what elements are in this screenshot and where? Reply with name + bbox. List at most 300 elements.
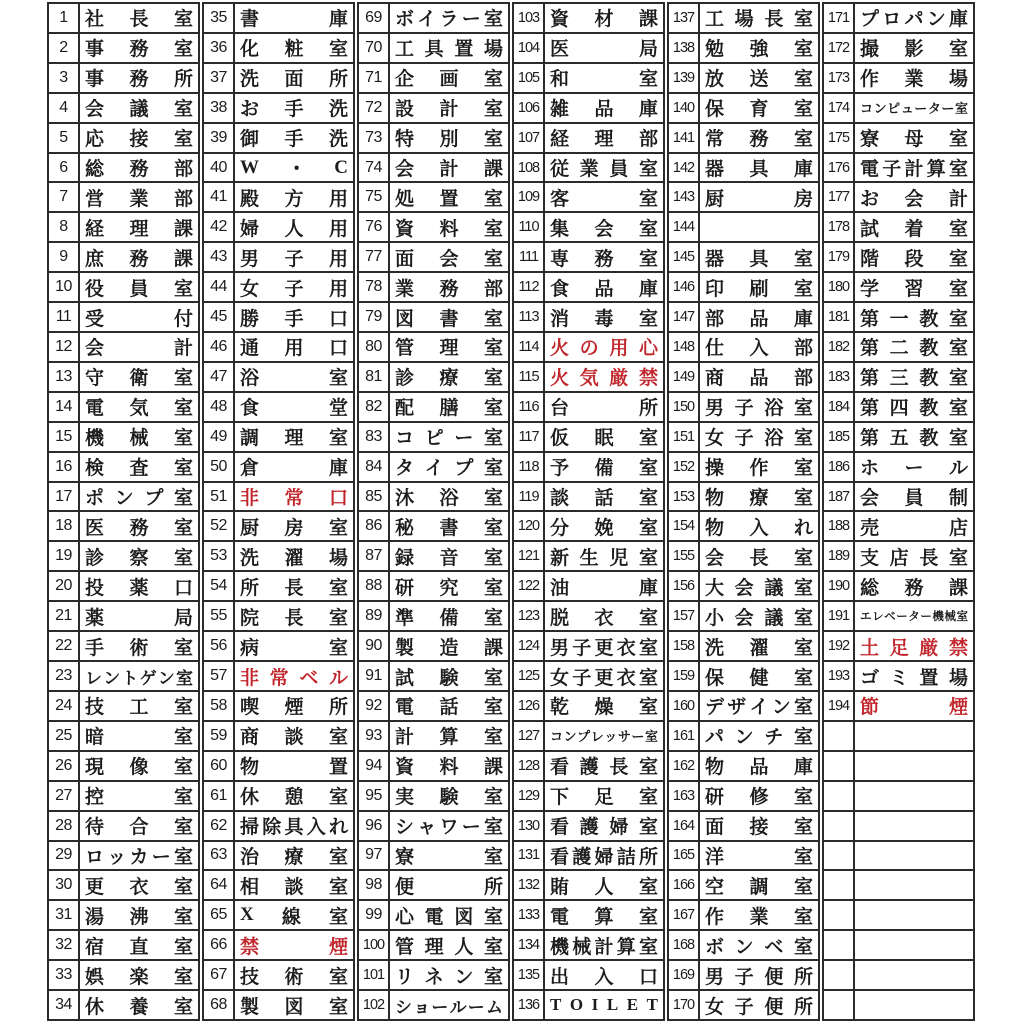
room-name-cell: 喫 煙 所	[235, 692, 355, 722]
room-name-cell: 会 計 課	[390, 154, 510, 184]
room-number-cell: 156	[669, 572, 700, 602]
room-number-cell: 48	[204, 393, 235, 423]
room-name-cell: 通 用 口	[235, 333, 355, 363]
room-name-cell: お 会 計	[855, 183, 975, 213]
room-table-column-group	[822, 2, 975, 1021]
room-number-cell: 155	[669, 542, 700, 572]
room-number-cell: 71	[359, 64, 390, 94]
room-name-cell: 研 究 室	[390, 572, 510, 602]
room-number-cell: 145	[669, 243, 700, 273]
room-name-cell: 洋 室	[700, 842, 820, 872]
room-number-cell: 56	[204, 632, 235, 662]
room-name-cell: 寮 母 室	[855, 124, 975, 154]
room-name-cell: 面 接 室	[700, 812, 820, 842]
room-name-cell: 資 料 課	[390, 752, 510, 782]
room-number-cell: 185	[824, 423, 855, 453]
room-name-cell: 事 務 所	[80, 64, 200, 94]
room-name-cell: 暗 室	[80, 722, 200, 752]
room-name-cell: 設 計 室	[390, 94, 510, 124]
room-name-cell: 機 械 室	[80, 423, 200, 453]
room-number-cell: 129	[514, 782, 545, 812]
room-name-cell: 物 入 れ	[700, 512, 820, 542]
room-number-cell: 30	[49, 871, 80, 901]
room-name-cell: 投 薬 口	[80, 572, 200, 602]
room-name-cell: 面 会 室	[390, 243, 510, 273]
room-name-cell: 守 衛 室	[80, 363, 200, 393]
room-name-cell: 図 書 室	[390, 303, 510, 333]
room-number-cell: 90	[359, 632, 390, 662]
room-number-cell: 169	[669, 961, 700, 991]
room-name-cell: 売 店	[855, 512, 975, 542]
room-number-cell: 160	[669, 692, 700, 722]
room-name-cell: 男 子 浴 室	[700, 393, 820, 423]
room-name-cell: 浴 室	[235, 363, 355, 393]
room-number-cell: 67	[204, 961, 235, 991]
room-name-cell: シ ョ ー ル ー ム	[390, 991, 510, 1021]
room-number-cell: 123	[514, 602, 545, 632]
room-name-cell: 保 健 室	[700, 662, 820, 692]
room-number-cell: 115	[514, 363, 545, 393]
room-name-cell: 所 長 室	[235, 572, 355, 602]
room-number-cell: 70	[359, 34, 390, 64]
room-name-cell: 従 業 員 室	[545, 154, 665, 184]
room-number-cell: 45	[204, 303, 235, 333]
room-number-cell: 190	[824, 572, 855, 602]
room-name-cell	[855, 842, 975, 872]
room-number-cell: 42	[204, 213, 235, 243]
room-name-cell: 専 務 室	[545, 243, 665, 273]
room-name-cell: 調 理 室	[235, 423, 355, 453]
room-number-cell: 154	[669, 512, 700, 542]
room-number-cell: 158	[669, 632, 700, 662]
room-number-cell	[824, 961, 855, 991]
room-name-cell: 非 常 ベ ル	[235, 662, 355, 692]
room-name-cell: 試 着 室	[855, 213, 975, 243]
room-number-cell: 43	[204, 243, 235, 273]
room-name-cell: 電 算 室	[545, 901, 665, 931]
room-name-cell: 操 作 室	[700, 453, 820, 483]
room-number-cell	[824, 901, 855, 931]
room-number-cell: 80	[359, 333, 390, 363]
room-name-cell: 実 験 室	[390, 782, 510, 812]
room-name-cell: 計 算 室	[390, 722, 510, 752]
room-name-cell: 役 員 室	[80, 273, 200, 303]
room-name-cell: 商 品 部	[700, 363, 820, 393]
room-name-cell: パ ン チ 室	[700, 722, 820, 752]
room-number-cell: 105	[514, 64, 545, 94]
room-name-cell: 電 話 室	[390, 692, 510, 722]
room-name-cell: 第 二 教 室	[855, 333, 975, 363]
room-name-cell: 研 修 室	[700, 782, 820, 812]
room-name-cell: エ レ ベ ー タ ー 機 械 室	[855, 602, 975, 632]
room-name-cell	[855, 991, 975, 1021]
room-number-cell: 86	[359, 512, 390, 542]
room-number-cell: 5	[49, 124, 80, 154]
room-number-cell: 33	[49, 961, 80, 991]
room-name-cell: 勉 強 室	[700, 34, 820, 64]
room-name-cell: 予 備 室	[545, 453, 665, 483]
room-number-cell: 8	[49, 213, 80, 243]
room-name-cell: タ イ プ 室	[390, 453, 510, 483]
room-name-cell: 応 接 室	[80, 124, 200, 154]
room-name-cell: 器 具 庫	[700, 154, 820, 184]
room-number-cell: 6	[49, 154, 80, 184]
room-name-cell: ホ ー ル	[855, 453, 975, 483]
room-name-cell: 書 庫	[235, 4, 355, 34]
room-name-cell: ロ ッ カ ー 室	[80, 842, 200, 872]
room-number-cell: 151	[669, 423, 700, 453]
room-name-cell: 休 養 室	[80, 991, 200, 1021]
room-number-cell: 44	[204, 273, 235, 303]
room-number-cell: 21	[49, 602, 80, 632]
room-name-cell: 待 合 室	[80, 812, 200, 842]
room-name-cell: 管 理 室	[390, 333, 510, 363]
room-number-cell: 69	[359, 4, 390, 34]
room-number-cell: 143	[669, 183, 700, 213]
room-name-cell: 仮 眠 室	[545, 423, 665, 453]
room-number-cell: 83	[359, 423, 390, 453]
room-name-cell: 空 調 室	[700, 871, 820, 901]
room-name-cell: 下 足 室	[545, 782, 665, 812]
room-name-cell: 常 務 室	[700, 124, 820, 154]
room-name-cell: 洗 濯 室	[700, 632, 820, 662]
room-number-cell: 87	[359, 542, 390, 572]
room-name-cell: 新 生 児 室	[545, 542, 665, 572]
room-number-cell: 94	[359, 752, 390, 782]
room-table-column-group	[202, 2, 355, 1021]
room-name-cell: 洗 面 所	[235, 64, 355, 94]
room-number-cell: 65	[204, 901, 235, 931]
room-number-cell: 130	[514, 812, 545, 842]
room-name-cell: 厨 房	[700, 183, 820, 213]
room-name-cell: 台 所	[545, 393, 665, 423]
room-name-cell: 手 術 室	[80, 632, 200, 662]
room-number-cell: 157	[669, 602, 700, 632]
room-name-cell: 部 品 庫	[700, 303, 820, 333]
room-number-cell: 153	[669, 483, 700, 513]
room-number-cell: 188	[824, 512, 855, 542]
room-name-cell: 学 習 室	[855, 273, 975, 303]
room-number-cell: 20	[49, 572, 80, 602]
room-number-cell: 74	[359, 154, 390, 184]
room-table-column-group	[667, 2, 820, 1021]
room-number-cell: 81	[359, 363, 390, 393]
room-name-cell: 治 療 室	[235, 842, 355, 872]
room-number-cell: 75	[359, 183, 390, 213]
room-number-cell: 58	[204, 692, 235, 722]
room-name-cell: 大 会 議 室	[700, 572, 820, 602]
room-name-cell: 男 子 便 所	[700, 961, 820, 991]
room-name-cell: 会 議 室	[80, 94, 200, 124]
room-name-cell: 受 付	[80, 303, 200, 333]
room-name-cell: 雑 品 庫	[545, 94, 665, 124]
room-name-cell: 和 室	[545, 64, 665, 94]
room-number-cell: 142	[669, 154, 700, 184]
room-name-cell: 医 局	[545, 34, 665, 64]
room-name-cell: 秘 書 室	[390, 512, 510, 542]
room-name-cell	[855, 812, 975, 842]
room-number-cell	[824, 991, 855, 1021]
room-number-cell: 168	[669, 931, 700, 961]
room-name-cell	[855, 722, 975, 752]
room-number-cell: 186	[824, 453, 855, 483]
room-number-cell: 163	[669, 782, 700, 812]
room-number-cell: 167	[669, 901, 700, 931]
room-name-cell: W ・ C	[235, 154, 355, 184]
room-name-cell: 脱 衣 室	[545, 602, 665, 632]
room-name-cell: 便 所	[390, 871, 510, 901]
room-name-cell: 業 務 部	[390, 273, 510, 303]
room-number-cell: 98	[359, 871, 390, 901]
room-name-cell: 電 子 計 算 室	[855, 154, 975, 184]
room-number-cell: 164	[669, 812, 700, 842]
room-name-cell: 小 会 議 室	[700, 602, 820, 632]
room-number-cell: 113	[514, 303, 545, 333]
room-name-cell: 物 置	[235, 752, 355, 782]
room-name-cell: 電 気 室	[80, 393, 200, 423]
room-name-cell: 分 娩 室	[545, 512, 665, 542]
room-number-cell: 131	[514, 842, 545, 872]
room-table	[47, 2, 975, 1021]
room-number-cell: 103	[514, 4, 545, 34]
room-number-cell: 25	[49, 722, 80, 752]
room-name-cell: 食 堂	[235, 393, 355, 423]
room-name-cell: 物 品 庫	[700, 752, 820, 782]
room-number-cell: 60	[204, 752, 235, 782]
room-number-cell: 183	[824, 363, 855, 393]
room-number-cell: 108	[514, 154, 545, 184]
room-number-cell: 166	[669, 871, 700, 901]
room-name-cell: 女 子 用	[235, 273, 355, 303]
room-name-cell	[855, 901, 975, 931]
room-number-cell: 10	[49, 273, 80, 303]
room-name-cell: 洗 濯 場	[235, 542, 355, 572]
room-number-cell: 107	[514, 124, 545, 154]
room-number-cell: 175	[824, 124, 855, 154]
room-number-cell: 165	[669, 842, 700, 872]
room-name-cell: 婦 人 用	[235, 213, 355, 243]
room-number-cell: 89	[359, 602, 390, 632]
room-name-cell: 作 業 場	[855, 64, 975, 94]
room-name-cell: リ ネ ン 室	[390, 961, 510, 991]
room-number-cell: 121	[514, 542, 545, 572]
room-name-cell: 工 場 長 室	[700, 4, 820, 34]
room-number-cell: 13	[49, 363, 80, 393]
room-name-cell: 工 具 置 場	[390, 34, 510, 64]
room-number-cell: 32	[49, 931, 80, 961]
room-number-cell	[824, 871, 855, 901]
room-name-cell: お 手 洗	[235, 94, 355, 124]
room-number-cell: 3	[49, 64, 80, 94]
room-number-cell: 61	[204, 782, 235, 812]
room-name-cell: 診 療 室	[390, 363, 510, 393]
room-name-cell: 賄 人 室	[545, 871, 665, 901]
room-name-cell: 第 三 教 室	[855, 363, 975, 393]
room-name-cell: 女 子 浴 室	[700, 423, 820, 453]
room-number-cell: 93	[359, 722, 390, 752]
room-name-cell: 出 入 口	[545, 961, 665, 991]
room-name-cell: コ ン プ レ ッ サ ー 室	[545, 722, 665, 752]
room-name-cell: 油 庫	[545, 572, 665, 602]
room-name-cell: 録 音 室	[390, 542, 510, 572]
room-number-cell: 16	[49, 453, 80, 483]
room-name-cell: X 線 室	[235, 901, 355, 931]
room-number-cell: 173	[824, 64, 855, 94]
room-name-cell: 第 四 教 室	[855, 393, 975, 423]
room-number-cell: 39	[204, 124, 235, 154]
room-name-cell: 談 話 室	[545, 483, 665, 513]
room-name-cell: 技 術 室	[235, 961, 355, 991]
room-name-cell: 特 別 室	[390, 124, 510, 154]
room-name-cell: 機 械 計 算 室	[545, 931, 665, 961]
room-name-cell: 資 料 室	[390, 213, 510, 243]
room-number-cell: 120	[514, 512, 545, 542]
room-number-cell: 26	[49, 752, 80, 782]
room-name-cell: ポ ン プ 室	[80, 483, 200, 513]
room-number-cell: 182	[824, 333, 855, 363]
room-number-cell: 73	[359, 124, 390, 154]
room-number-cell	[824, 722, 855, 752]
room-name-cell: コ ン ピ ュ ー タ ー 室	[855, 94, 975, 124]
room-name-cell: 企 画 室	[390, 64, 510, 94]
room-table-column-group	[357, 2, 510, 1021]
room-name-cell: 器 具 室	[700, 243, 820, 273]
room-number-cell: 118	[514, 453, 545, 483]
room-number-cell: 125	[514, 662, 545, 692]
room-name-cell: 控 室	[80, 782, 200, 812]
room-number-cell: 35	[204, 4, 235, 34]
room-name-cell: 食 品 庫	[545, 273, 665, 303]
room-name-cell	[855, 931, 975, 961]
room-number-cell: 96	[359, 812, 390, 842]
room-number-cell: 128	[514, 752, 545, 782]
room-name-cell: 作 業 室	[700, 901, 820, 931]
room-table-column-group	[47, 2, 200, 1021]
room-number-cell: 40	[204, 154, 235, 184]
room-name-cell: 試 験 室	[390, 662, 510, 692]
room-number-cell: 114	[514, 333, 545, 363]
room-name-cell: 消 毒 室	[545, 303, 665, 333]
room-name-cell	[855, 752, 975, 782]
room-name-cell: 製 造 課	[390, 632, 510, 662]
room-number-cell: 99	[359, 901, 390, 931]
room-number-cell: 109	[514, 183, 545, 213]
room-number-cell: 146	[669, 273, 700, 303]
room-name-cell: 処 置 室	[390, 183, 510, 213]
room-number-cell: 141	[669, 124, 700, 154]
room-name-cell: 女 子 便 所	[700, 991, 820, 1021]
room-number-cell: 124	[514, 632, 545, 662]
room-name-cell: 検 査 室	[80, 453, 200, 483]
room-name-cell: 院 長 室	[235, 602, 355, 632]
room-name-cell: 相 談 室	[235, 871, 355, 901]
room-name-cell: 倉 庫	[235, 453, 355, 483]
room-name-cell: 厨 房 室	[235, 512, 355, 542]
room-number-cell: 77	[359, 243, 390, 273]
room-number-cell: 137	[669, 4, 700, 34]
room-number-cell: 57	[204, 662, 235, 692]
room-number-cell: 97	[359, 842, 390, 872]
room-number-cell: 27	[49, 782, 80, 812]
room-name-cell: 撮 影 室	[855, 34, 975, 64]
room-number-cell: 84	[359, 453, 390, 483]
room-number-cell: 88	[359, 572, 390, 602]
room-number-cell: 82	[359, 393, 390, 423]
room-number-cell: 119	[514, 483, 545, 513]
room-name-cell: 化 粧 室	[235, 34, 355, 64]
room-name-cell: 沐 浴 室	[390, 483, 510, 513]
room-name-cell: 宿 直 室	[80, 931, 200, 961]
room-number-cell: 91	[359, 662, 390, 692]
room-number-cell: 31	[49, 901, 80, 931]
room-number-cell: 1	[49, 4, 80, 34]
room-number-cell: 162	[669, 752, 700, 782]
room-number-cell: 179	[824, 243, 855, 273]
room-number-cell: 76	[359, 213, 390, 243]
room-name-cell: 診 察 室	[80, 542, 200, 572]
room-name-cell: 女 子 更 衣 室	[545, 662, 665, 692]
room-name-cell: 湯 沸 室	[80, 901, 200, 931]
room-number-cell: 117	[514, 423, 545, 453]
room-name-cell: 男 子 更 衣 室	[545, 632, 665, 662]
room-name-cell: 会 長 室	[700, 542, 820, 572]
room-number-cell: 19	[49, 542, 80, 572]
room-number-cell: 12	[49, 333, 80, 363]
room-number-cell: 112	[514, 273, 545, 303]
room-number-cell: 7	[49, 183, 80, 213]
room-number-cell: 46	[204, 333, 235, 363]
room-number-cell: 72	[359, 94, 390, 124]
room-number-cell: 37	[204, 64, 235, 94]
room-name-cell: 火 の 用 心	[545, 333, 665, 363]
room-name-cell: 社 長 室	[80, 4, 200, 34]
room-name-cell: 総 務 課	[855, 572, 975, 602]
room-number-cell: 193	[824, 662, 855, 692]
room-number-cell: 79	[359, 303, 390, 333]
room-number-cell: 63	[204, 842, 235, 872]
room-number-cell: 194	[824, 692, 855, 722]
room-number-cell: 95	[359, 782, 390, 812]
room-number-cell	[824, 931, 855, 961]
room-name-cell: ボ ン ベ 室	[700, 931, 820, 961]
room-name-cell: 仕 入 部	[700, 333, 820, 363]
room-number-cell: 133	[514, 901, 545, 931]
room-number-cell: 132	[514, 871, 545, 901]
room-name-cell: 看 護 長 室	[545, 752, 665, 782]
room-name-cell: 技 工 室	[80, 692, 200, 722]
room-name-cell: 階 段 室	[855, 243, 975, 273]
room-name-cell: 更 衣 室	[80, 871, 200, 901]
room-name-cell: 掃 除 具 入 れ	[235, 812, 355, 842]
room-name-cell: 節 煙	[855, 692, 975, 722]
room-name-cell: 営 業 部	[80, 183, 200, 213]
room-name-cell: 禁 煙	[235, 931, 355, 961]
room-number-cell: 59	[204, 722, 235, 752]
room-number-cell: 127	[514, 722, 545, 752]
room-name-cell: 製 図 室	[235, 991, 355, 1021]
room-number-cell: 50	[204, 453, 235, 483]
room-number-cell: 150	[669, 393, 700, 423]
room-name-cell: T O I L E T	[545, 991, 665, 1021]
room-name-cell: 寮 室	[390, 842, 510, 872]
room-number-cell: 36	[204, 34, 235, 64]
room-number-cell: 47	[204, 363, 235, 393]
room-name-cell: 看 護 婦 室	[545, 812, 665, 842]
room-number-cell: 41	[204, 183, 235, 213]
room-number-cell: 11	[49, 303, 80, 333]
room-number-cell: 144	[669, 213, 700, 243]
room-number-cell: 189	[824, 542, 855, 572]
